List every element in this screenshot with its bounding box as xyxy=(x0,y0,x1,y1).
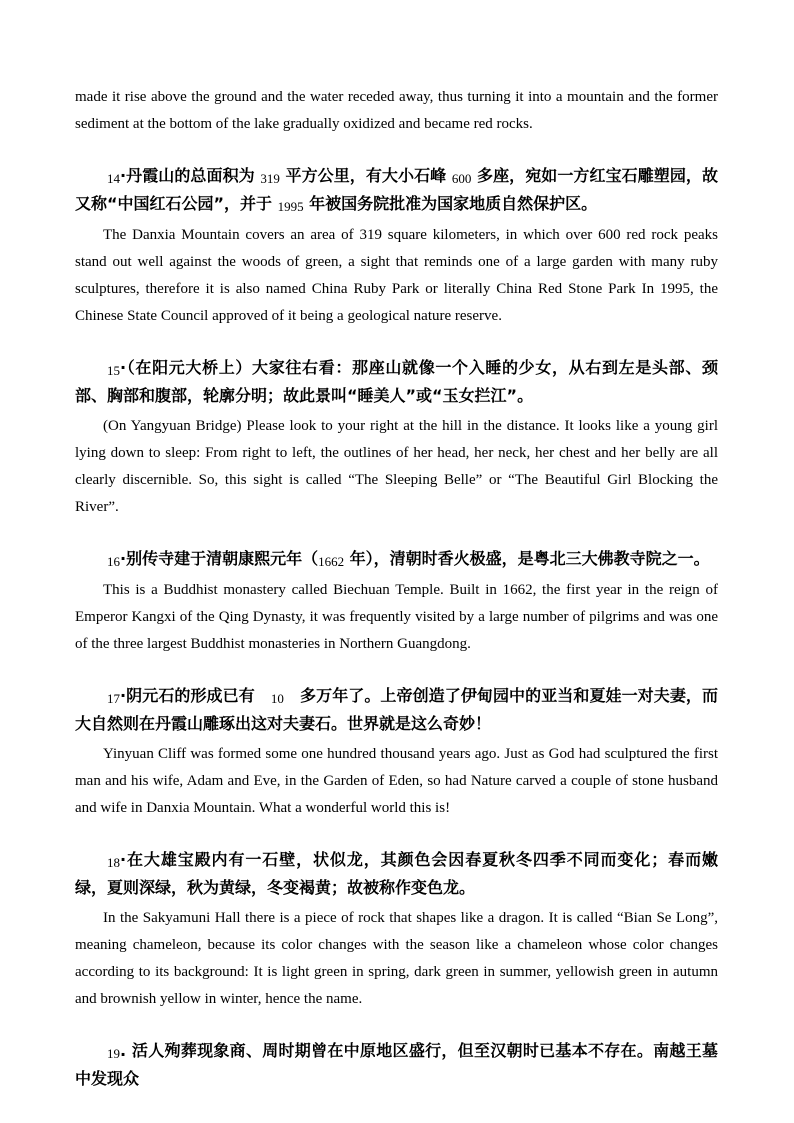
section-15-chinese-heading: 15·（在阳元大桥上）大家往右看：那座山就像一个入睡的少女，从右到左是头部、颈部、胸部和腹部，轮廓分明；故此景叫“睡美人”或“玉女拦江”。 xyxy=(75,358,718,405)
section-16-english-paragraph: This is a Buddhist monastery called Biechuan Temple. Built in 1662, the first year in the reign of Emperor Kangxi of the Qing Dynasty, it was frequently visited by a large number of pilgrims and was one of the three largest Buddhist monasteries in Northern Guangdong. xyxy=(75,582,718,652)
section-17-english-paragraph: Yinyuan Cliff was formed some one hundred thousand years ago. Just as God had sculptured the first man and his wife, Adam and Eve, in the Garden of Eden, so had Nature carved a couple of stone husband and wife in Danxia Mountain. What a wonderful world this is! xyxy=(75,746,718,816)
section-19-chinese-heading: 19. 活人殉葬现象商、周时期曾在中原地区盛行，但至汉朝时已基本不存在。南越王墓中发现众 xyxy=(75,1041,718,1088)
section-18-chinese-heading: 18·在大雄宝殿内有一石壁，状似龙，其颜色会因春夏秋冬四季不同而变化；春而嫩绿，夏则深绿，秋为黄绿，冬变褐黄；故被称作变色龙。 xyxy=(75,850,718,897)
continuation-english-paragraph: made it rise above the ground and the water receded away, thus turning it into a mountain and the former sediment at the bottom of the lake gradually oxidized and became red rocks. xyxy=(75,89,718,132)
section-14-chinese-heading: 14·丹霞山的总面积为 319 平方公里，有大小石峰 600 多座，宛如一方红宝石雕塑园，故又称“中国红石公园”，并于 1995 年被国务院批准为国家地质自然保护区。 xyxy=(75,166,718,214)
section-15-english-paragraph: (On Yangyuan Bridge) Please look to your right at the hill in the distance. It looks like a young girl lying down to sleep: From right to left, the outlines of her head, her neck, her chest and her belly are all clearly discernible. So, this sight is called “The Sleeping Belle” or “The Beautiful Girl Blocking the River”. xyxy=(75,418,718,515)
document-body xyxy=(75,84,718,1092)
section-16-chinese-heading: 16·别传寺建于清朝康熙元年（1662 年），清朝时香火极盛，是粤北三大佛教寺院之一。 xyxy=(107,549,710,569)
section-17-chinese-heading: 17·阴元石的形成已有 10 多万年了。上帝创造了伊甸园中的亚当和夏娃一对夫妻，而大自然则在丹霞山雕琢出这对夫妻石。世界就是这么奇妙！ xyxy=(75,686,718,733)
section-14-english-paragraph: The Danxia Mountain covers an area of 319 square kilometers, in which over 600 red rock peaks stand out well against the woods of green, a sight that reminds one of a large garden with many ruby sculptures, therefore it is also named China Ruby Park or literally China Red Stone Park In 1995, the Chinese State Council approved of it being a geological nature reserve. xyxy=(75,227,718,324)
section-18-english-paragraph: In the Sakyamuni Hall there is a piece of rock that shapes like a dragon. It is called “Bian Se Long”, meaning chameleon, because its color changes with the season like a chameleon whose color changes according to its background: It is light green in spring, dark green in summer, yellowish green in autumn and brownish yellow in winter, hence the name. xyxy=(75,910,718,1007)
